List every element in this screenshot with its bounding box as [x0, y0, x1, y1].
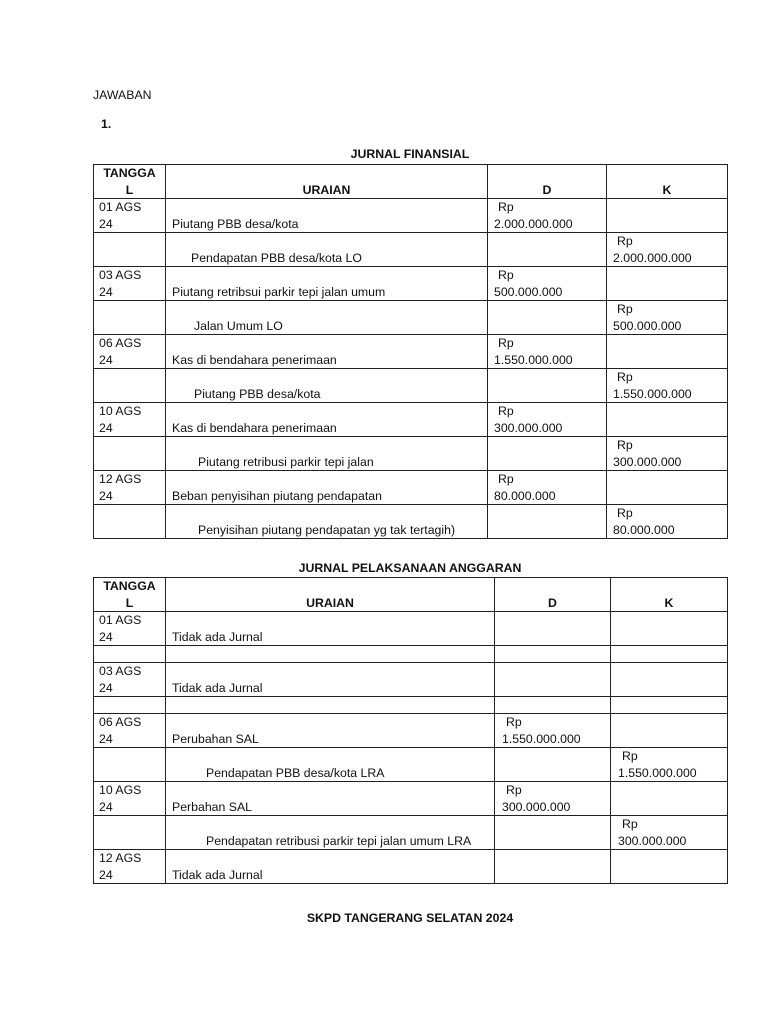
- date-cell: [94, 816, 166, 850]
- date-line1: 12 AGS: [99, 851, 142, 865]
- kredit-cell: [611, 646, 728, 663]
- date-line2: 24: [99, 352, 113, 367]
- kredit-cell: [611, 612, 728, 646]
- amount-value: 2.000.000.000: [494, 216, 573, 231]
- uraian-cell: [166, 697, 495, 714]
- date-line2: 24: [99, 799, 113, 814]
- jurnal-anggaran-title: JURNAL PELAKSANAAN ANGGARAN: [298, 561, 522, 575]
- jurnal-finansial-table: [93, 164, 728, 539]
- date-cell: [94, 748, 166, 782]
- debit-cell: [495, 816, 611, 850]
- uraian-cell: Tidak ada Jurnal: [166, 850, 495, 884]
- kredit-cell: [607, 437, 728, 471]
- table-row: [94, 612, 728, 646]
- debit-cell: [495, 850, 611, 884]
- debit-cell: [488, 471, 607, 505]
- date-cell: [94, 301, 166, 335]
- debit-cell: [495, 714, 611, 748]
- table-row: [94, 505, 728, 539]
- debit-cell: [488, 233, 607, 267]
- question-number: 1.: [101, 117, 112, 131]
- date-line2: 24: [99, 680, 113, 695]
- uraian-cell: Beban penyisihan piutang pendapatan: [166, 471, 488, 505]
- table-row: [94, 437, 728, 471]
- debit-cell: [495, 612, 611, 646]
- header-row: [94, 165, 728, 199]
- kredit-cell: [611, 816, 728, 850]
- table-row: [94, 714, 728, 748]
- header-uraian: URAIAN: [166, 578, 495, 612]
- amount-value: 1.550.000.000: [618, 765, 697, 780]
- date-line1: 03 AGS: [99, 268, 142, 282]
- table-row: [94, 663, 728, 697]
- date-line2: 24: [99, 488, 113, 503]
- table-row: [94, 267, 728, 301]
- uraian-cell: Tidak ada Jurnal: [166, 663, 495, 697]
- table-row: [94, 199, 728, 233]
- amount-value: 80.000.000: [613, 522, 675, 537]
- date-cell: [94, 403, 166, 437]
- uraian-cell: Perubahan SAL: [166, 714, 495, 748]
- currency-label: Rp: [622, 749, 638, 763]
- amount-value: 500.000.000: [494, 284, 563, 299]
- debit-cell: [488, 437, 607, 471]
- currency-label: Rp: [498, 336, 514, 350]
- header-debit: D: [495, 578, 611, 612]
- uraian-cell: Piutang PBB desa/kota: [166, 199, 488, 233]
- debit-cell: [495, 748, 611, 782]
- date-line1: 12 AGS: [99, 472, 142, 486]
- kredit-cell: [607, 403, 728, 437]
- date-cell: [94, 782, 166, 816]
- kredit-cell: [607, 335, 728, 369]
- jurnal-anggaran-table: [93, 577, 728, 884]
- date-line1: 10 AGS: [99, 404, 142, 418]
- jurnal-finansial-title: JURNAL FINANSIAL: [350, 147, 470, 161]
- table-row: [94, 403, 728, 437]
- date-line1: 01 AGS: [99, 613, 142, 627]
- uraian-cell: Perbahan SAL: [166, 782, 495, 816]
- uraian-cell: Kas di bendahara penerimaan: [166, 403, 488, 437]
- date-cell: [94, 612, 166, 646]
- date-line1: 03 AGS: [99, 664, 142, 678]
- debit-cell: [488, 403, 607, 437]
- table-row: [94, 301, 728, 335]
- table-row: [94, 782, 728, 816]
- debit-cell: [488, 199, 607, 233]
- table-row: [94, 233, 728, 267]
- date-line2: 24: [99, 867, 113, 882]
- kredit-cell: [607, 199, 728, 233]
- currency-label: Rp: [498, 268, 514, 282]
- debit-cell: [488, 335, 607, 369]
- header-kredit: K: [611, 578, 728, 612]
- currency-label: Rp: [617, 438, 633, 452]
- uraian-cell: [166, 646, 495, 663]
- uraian-cell: Piutang retribsui parkir tepi jalan umum: [166, 267, 488, 301]
- date-cell: [94, 505, 166, 539]
- uraian-cell: Pendapatan PBB desa/kota LRA: [166, 748, 495, 782]
- date-line2: 24: [99, 216, 113, 231]
- table-row: [94, 697, 728, 714]
- date-cell: [94, 233, 166, 267]
- date-line2: 24: [99, 731, 113, 746]
- uraian-cell: Tidak ada Jurnal: [166, 612, 495, 646]
- amount-value: 300.000.000: [613, 454, 682, 469]
- date-cell: [94, 646, 166, 663]
- debit-cell: [495, 697, 611, 714]
- header-date-line1: TANGGA: [103, 579, 156, 593]
- date-line2: 24: [99, 629, 113, 644]
- currency-label: Rp: [617, 370, 633, 384]
- date-line1: 06 AGS: [99, 715, 142, 729]
- kredit-cell: [611, 663, 728, 697]
- uraian-cell: Piutang retribusi parkir tepi jalan: [166, 437, 488, 471]
- amount-value: 1.550.000.000: [502, 731, 581, 746]
- currency-label: Rp: [498, 200, 514, 214]
- currency-label: Rp: [617, 506, 633, 520]
- date-cell: [94, 471, 166, 505]
- currency-label: Rp: [498, 404, 514, 418]
- currency-label: Rp: [506, 715, 522, 729]
- table-row: [94, 850, 728, 884]
- debit-cell: [488, 369, 607, 403]
- date-line1: 06 AGS: [99, 336, 142, 350]
- heading: JAWABAN: [93, 88, 152, 102]
- date-cell: [94, 697, 166, 714]
- date-line1: 10 AGS: [99, 783, 142, 797]
- date-cell: [94, 199, 166, 233]
- kredit-cell: [611, 850, 728, 884]
- date-line1: 01 AGS: [99, 200, 142, 214]
- header-date-line1: TANGGA: [103, 166, 156, 180]
- kredit-cell: [611, 748, 728, 782]
- header-debit: D: [488, 165, 607, 199]
- table-row: [94, 748, 728, 782]
- debit-cell: [488, 301, 607, 335]
- header-date-line2: L: [125, 182, 134, 197]
- table-row: [94, 335, 728, 369]
- kredit-cell: [607, 369, 728, 403]
- footer-text: SKPD TANGERANG SELATAN 2024: [306, 911, 514, 925]
- date-cell: [94, 369, 166, 403]
- table-row: [94, 471, 728, 505]
- date-cell: [94, 850, 166, 884]
- kredit-cell: [607, 233, 728, 267]
- kredit-cell: [611, 714, 728, 748]
- amount-value: 500.000.000: [613, 318, 682, 333]
- uraian-cell: Piutang PBB desa/kota: [166, 369, 488, 403]
- debit-cell: [495, 663, 611, 697]
- amount-value: 1.550.000.000: [613, 386, 692, 401]
- date-line2: 24: [99, 284, 113, 299]
- kredit-cell: [607, 267, 728, 301]
- uraian-cell: Pendapatan retribusi parkir tepi jalan umum LRA: [166, 816, 495, 850]
- uraian-cell: Kas di bendahara penerimaan: [166, 335, 488, 369]
- date-cell: [94, 335, 166, 369]
- header-date: [94, 165, 166, 199]
- table-row: [94, 816, 728, 850]
- uraian-cell: Penyisihan piutang pendapatan yg tak tertagih): [166, 505, 488, 539]
- header-date-line2: L: [125, 595, 134, 610]
- amount-value: 300.000.000: [618, 833, 687, 848]
- currency-label: Rp: [617, 234, 633, 248]
- uraian-cell: Jalan Umum LO: [166, 301, 488, 335]
- currency-label: Rp: [622, 817, 638, 831]
- table-row: [94, 369, 728, 403]
- currency-label: Rp: [498, 472, 514, 486]
- kredit-cell: [607, 471, 728, 505]
- amount-value: 300.000.000: [494, 420, 563, 435]
- kredit-cell: [611, 782, 728, 816]
- kredit-cell: [611, 697, 728, 714]
- date-cell: [94, 267, 166, 301]
- debit-cell: [495, 646, 611, 663]
- debit-cell: [488, 505, 607, 539]
- debit-cell: [495, 782, 611, 816]
- amount-value: 2.000.000.000: [613, 250, 692, 265]
- date-cell: [94, 437, 166, 471]
- currency-label: Rp: [506, 783, 522, 797]
- currency-label: Rp: [617, 302, 633, 316]
- kredit-cell: [607, 505, 728, 539]
- amount-value: 300.000.000: [502, 799, 571, 814]
- table-row: [94, 646, 728, 663]
- kredit-cell: [607, 301, 728, 335]
- uraian-cell: Pendapatan PBB desa/kota LO: [166, 233, 488, 267]
- header-uraian: URAIAN: [166, 165, 488, 199]
- header-date: [94, 578, 166, 612]
- amount-value: 1.550.000.000: [494, 352, 573, 367]
- amount-value: 80.000.000: [494, 488, 556, 503]
- date-cell: [94, 663, 166, 697]
- debit-cell: [488, 267, 607, 301]
- header-row: [94, 578, 728, 612]
- date-line2: 24: [99, 420, 113, 435]
- header-kredit: K: [607, 165, 728, 199]
- date-cell: [94, 714, 166, 748]
